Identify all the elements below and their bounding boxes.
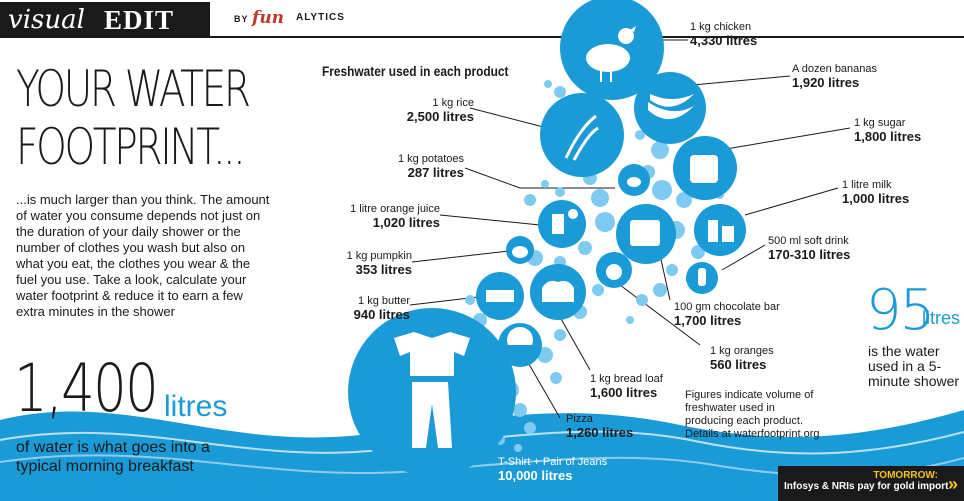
label-rice-name: 1 kg rice	[432, 97, 474, 109]
label-bread-name: 1 kg bread loaf	[590, 373, 663, 385]
title-line-2: FOOTPRINT...	[16, 118, 244, 176]
label-tshirt-jeans-value: 10,000 litres	[498, 468, 573, 483]
label-potatoes-name: 1 kg potatoes	[397, 153, 464, 165]
label-milk-value: 1,000 litres	[842, 191, 910, 206]
label-chocolate-name: 100 gm chocolate bar	[674, 301, 780, 313]
label-chicken-name: 1 kg chicken	[690, 21, 752, 33]
label-butter-value: 940 litres	[353, 307, 410, 322]
breakfast-caption: of water is what goes into a typical morning breakfast	[16, 439, 210, 475]
label-bananas-value: 1,920 litres	[792, 75, 860, 90]
breakfast-unit: litres	[164, 390, 228, 423]
label-butter-name: 1 kg butter	[358, 295, 410, 307]
shower-caption: is the water used in a 5-minute shower	[868, 343, 960, 389]
tomorrow-text: Infosys & NRIs pay for gold import	[784, 481, 949, 492]
label-bread	[590, 372, 663, 400]
label-chicken-value: 4,330 litres	[690, 33, 758, 48]
label-sugar	[854, 116, 921, 144]
label-chocolate-value: 1,700 litres	[674, 313, 742, 328]
label-oranges-value: 560 litres	[710, 357, 767, 372]
label-rice-value: 2,500 litres	[406, 109, 474, 124]
label-milk	[842, 178, 909, 206]
label-soft-drink-name: 500 ml soft drink	[768, 235, 849, 247]
label-pumpkin	[318, 249, 412, 277]
label-soft-drink-value: 170-310 litres	[768, 247, 851, 262]
label-pizza	[566, 412, 633, 440]
bubble-milk	[694, 204, 746, 256]
shower-unit: litres	[922, 308, 961, 328]
label-pizza-value: 1,260 litres	[566, 425, 634, 440]
label-tshirt-jeans-name: T-Shirt + Pair of Jeans	[498, 456, 608, 468]
brand-logo-fun: fun	[252, 8, 285, 28]
label-sugar-name: 1 kg sugar	[854, 117, 906, 129]
bubble-rice	[540, 93, 624, 177]
tomorrow-label: TOMORROW:	[873, 470, 938, 481]
brand-logo-alytics: ALYTICS	[296, 12, 345, 23]
chevron-right-icon: »	[947, 474, 958, 494]
label-butter	[316, 294, 410, 322]
label-rice	[380, 96, 474, 124]
label-pumpkin-name: 1 kg pumpkin	[346, 250, 412, 262]
badge-word-edit: EDIT	[104, 5, 175, 35]
label-sugar-value: 1,800 litres	[854, 129, 922, 144]
byline-by: BY	[234, 14, 249, 24]
label-potatoes-value: 287 litres	[407, 165, 464, 180]
breakfast-value: 1,400	[14, 350, 158, 427]
title-line-1: YOUR WATER	[16, 60, 249, 118]
label-orange-juice-name: 1 litre orange juice	[350, 203, 440, 215]
chart-heading: Freshwater used in each product	[322, 63, 509, 79]
label-bananas-name: A dozen bananas	[792, 63, 878, 75]
label-chocolate	[674, 300, 780, 328]
label-potatoes	[370, 152, 464, 180]
label-oranges-name: 1 kg oranges	[710, 345, 774, 357]
label-chicken	[690, 20, 757, 48]
label-orange-juice	[322, 202, 440, 230]
label-tshirt-jeans	[498, 456, 607, 483]
source-note: Figures indicate volume of freshwater used in producing each product. Details at waterfootprint.org	[685, 389, 820, 440]
tomorrow-teaser[interactable]	[778, 466, 964, 501]
label-oranges	[710, 344, 774, 372]
intro-paragraph: ...is much larger than you think. The amount of water you consume depends not just on the duration of your daily shower or the number of clothes you wash but also on what you eat, the clothes you wear & the fuel you use. Take a look, calculate your water footprint & reduce it to earn a few extra minutes in the shower	[16, 192, 270, 319]
label-pizza-name: Pizza	[566, 413, 593, 425]
shower-value: 95	[866, 278, 934, 343]
shower-stat	[866, 278, 961, 389]
badge-word-visual: visual	[8, 5, 85, 35]
label-milk-name: 1 litre milk	[842, 179, 892, 191]
bubble-bananas	[634, 72, 706, 144]
label-bread-value: 1,600 litres	[590, 385, 658, 400]
label-pumpkin-value: 353 litres	[355, 262, 412, 277]
label-orange-juice-value: 1,020 litres	[372, 215, 440, 230]
label-bananas	[792, 62, 877, 90]
label-soft-drink	[768, 234, 850, 262]
